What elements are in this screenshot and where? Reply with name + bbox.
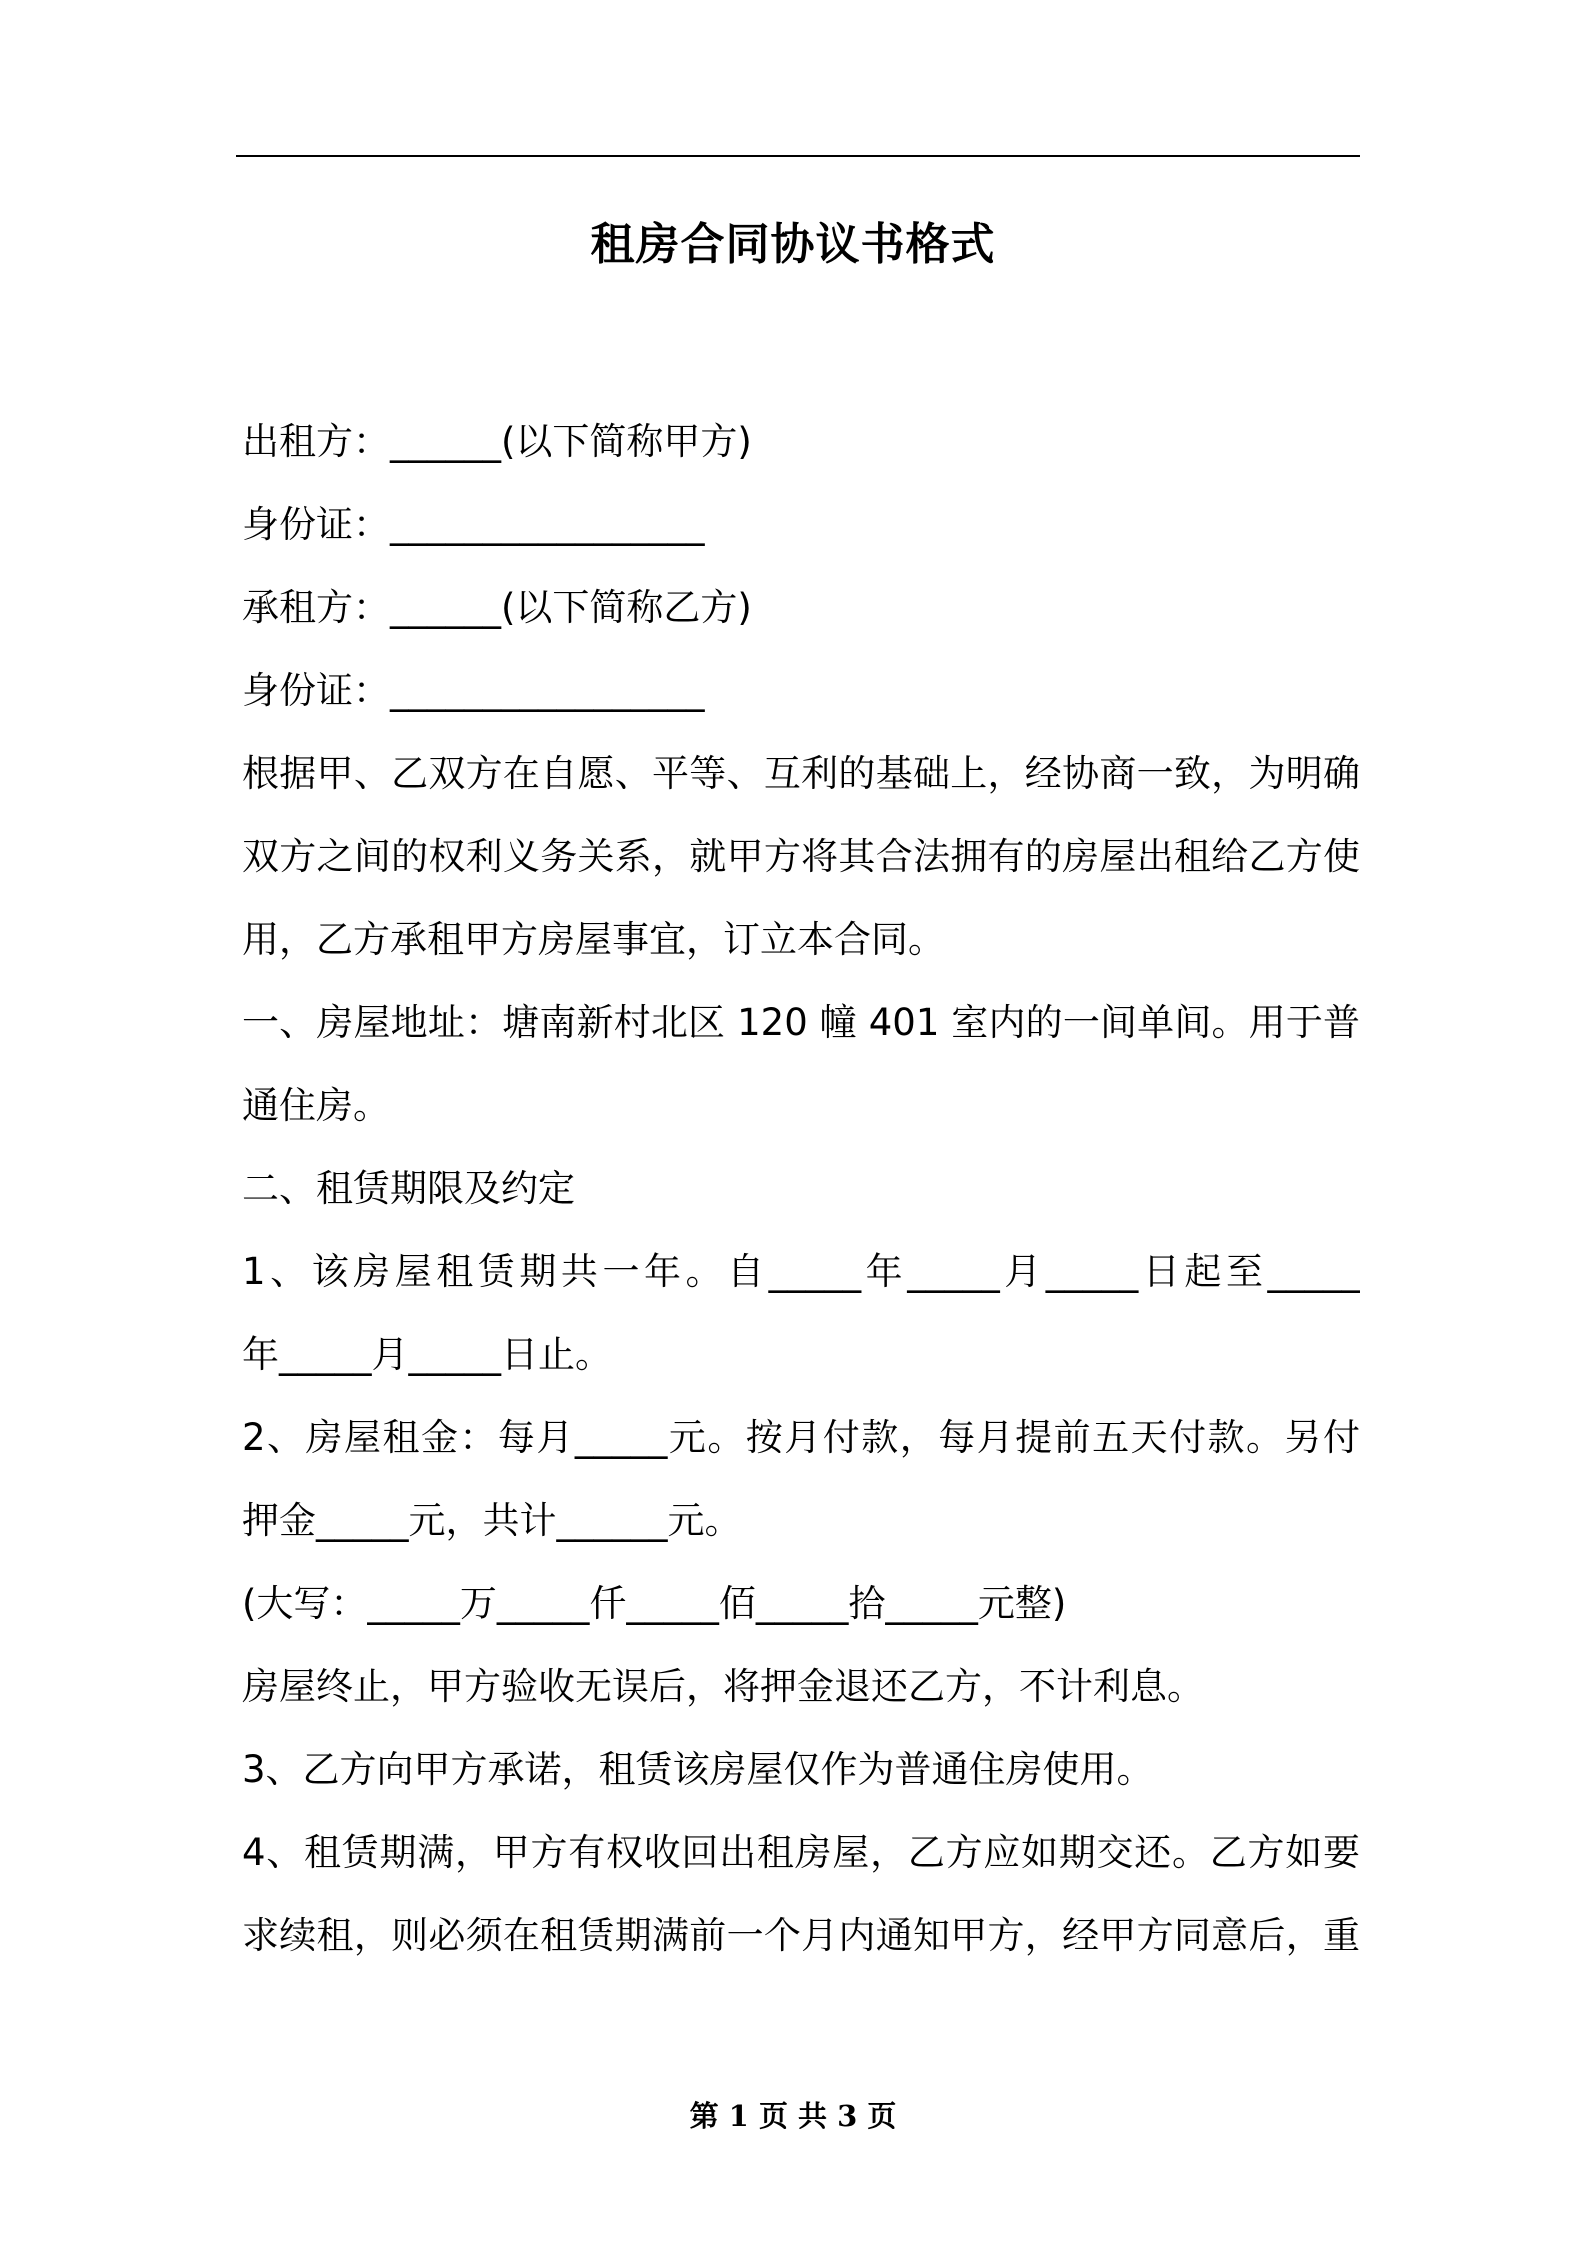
lessor-line: 出租方：______(以下简称甲方): [242, 420, 752, 463]
usage-promise-line: 3、乙方向甲方承诺，租赁该房屋仅作为普通住房使用。: [242, 1748, 1154, 1791]
term-line-1: 1、该房屋租赁期共一年。自_____年_____月_____日起至_____: [242, 1250, 1360, 1293]
lessee-line: 承租方：______(以下简称乙方): [242, 586, 752, 629]
deposit-refund-line: 房屋终止，甲方验收无误后，将押金退还乙方，不计利息。: [242, 1665, 1204, 1708]
renewal-line-2: 求续租，则必须在租赁期满前一个月内通知甲方，经甲方同意后，重: [242, 1914, 1360, 1957]
preamble-line-1: 根据甲、乙双方在自愿、平等、互利的基础上，经协商一致，为明确: [242, 752, 1360, 795]
rent-amount-in-words: (大写：_____万_____仟_____佰_____拾_____元整): [242, 1582, 1067, 1625]
term-line-2: 年_____月_____日止。: [242, 1333, 612, 1376]
document-title: 租房合同协议书格式: [590, 219, 996, 270]
lessee-id-line: 身份证：_________________: [242, 669, 705, 712]
clause-2-heading: 二、租赁期限及约定: [242, 1167, 575, 1210]
rent-line-1: 2、房屋租金：每月_____元。按月付款，每月提前五天付款。另付: [242, 1416, 1360, 1459]
lessor-id-line: 身份证：_________________: [242, 503, 705, 546]
document-body: [242, 400, 1360, 1977]
preamble-line-2: 双方之间的权利义务关系，就甲方将其合法拥有的房屋出租给乙方使: [242, 835, 1360, 878]
rent-line-2: 押金_____元，共计______元。: [242, 1499, 742, 1542]
clause-1-line-1: 一、房屋地址：塘南新村北区 120 幢 401 室内的一间单间。用于普: [242, 1001, 1360, 1044]
clause-1-line-2: 通住房。: [242, 1084, 390, 1127]
header-rule: [236, 155, 1360, 157]
preamble-line-3: 用，乙方承租甲方房屋事宜，订立本合同。: [242, 918, 945, 961]
renewal-line-1: 4、租赁期满，甲方有权收回出租房屋，乙方应如期交还。乙方如要: [242, 1831, 1360, 1874]
page-number: 第 1 页 共 3 页: [689, 2099, 897, 2133]
